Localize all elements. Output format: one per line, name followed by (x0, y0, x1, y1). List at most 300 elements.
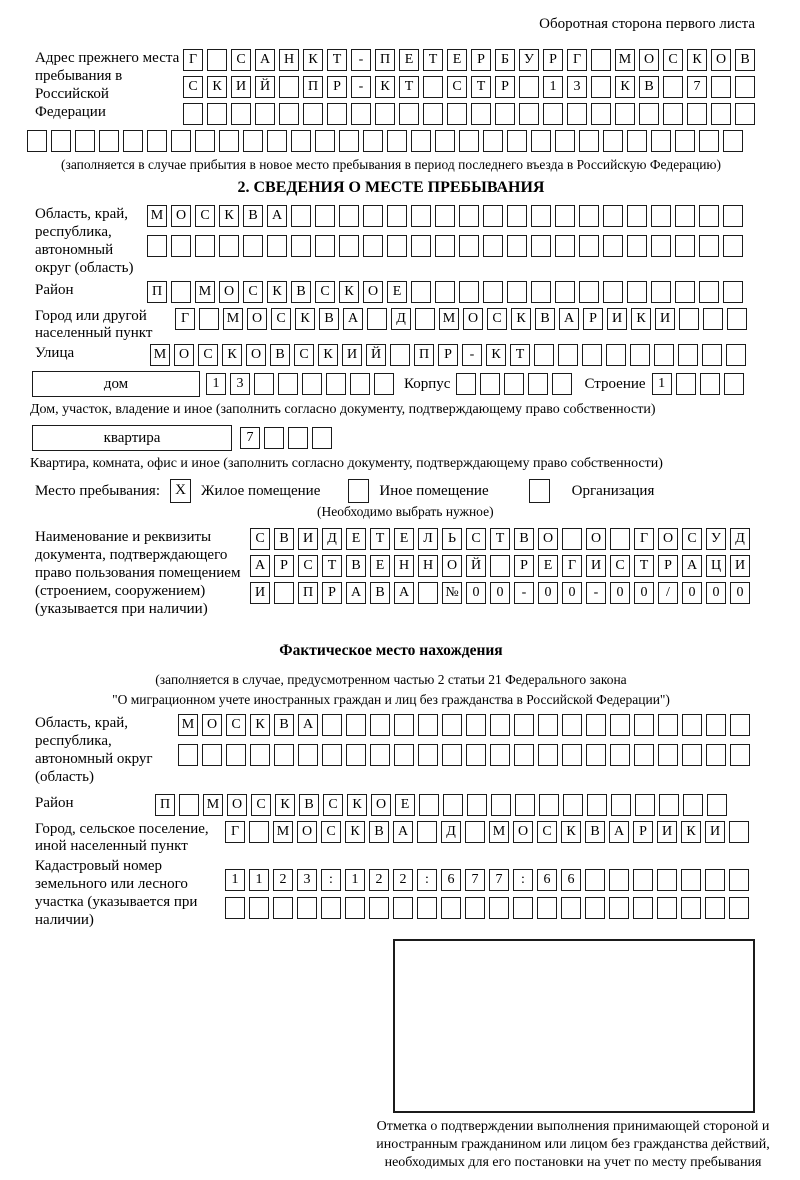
char-cell[interactable] (321, 897, 341, 919)
char-cell[interactable]: С (183, 76, 203, 98)
char-cell[interactable] (339, 235, 359, 257)
char-cell[interactable] (537, 897, 557, 919)
char-cell[interactable] (297, 897, 317, 919)
char-cell[interactable]: В (346, 555, 366, 577)
char-cell[interactable]: Г (567, 49, 587, 71)
char-cell[interactable]: Д (730, 528, 750, 550)
char-cell[interactable] (675, 281, 695, 303)
char-cell[interactable]: В (243, 205, 263, 227)
char-cell[interactable]: С (195, 205, 215, 227)
char-cell[interactable] (707, 794, 727, 816)
char-cell[interactable]: К (615, 76, 635, 98)
char-cell[interactable] (603, 205, 623, 227)
char-cell[interactable] (519, 103, 539, 125)
char-cell[interactable]: М (203, 794, 223, 816)
char-cell[interactable] (399, 103, 419, 125)
char-cell[interactable]: - (586, 582, 606, 604)
char-cell[interactable] (490, 555, 510, 577)
char-cell[interactable] (278, 373, 298, 395)
char-cell[interactable]: К (318, 344, 338, 366)
char-cell[interactable]: В (735, 49, 755, 71)
char-cell[interactable]: И (250, 582, 270, 604)
char-cell[interactable]: 1 (225, 869, 245, 891)
char-cell[interactable] (195, 235, 215, 257)
char-cell[interactable] (279, 103, 299, 125)
char-cell[interactable]: 0 (490, 582, 510, 604)
char-cell[interactable] (27, 130, 47, 152)
char-cell[interactable] (418, 582, 438, 604)
char-cell[interactable] (615, 103, 635, 125)
char-cell[interactable]: А (250, 555, 270, 577)
char-cell[interactable] (639, 103, 659, 125)
char-cell[interactable] (411, 205, 431, 227)
char-cell[interactable]: К (339, 281, 359, 303)
char-cell[interactable]: И (657, 821, 677, 843)
char-cell[interactable] (531, 235, 551, 257)
char-cell[interactable] (515, 794, 535, 816)
char-cell[interactable] (567, 103, 587, 125)
char-cell[interactable]: С (610, 555, 630, 577)
char-cell[interactable]: К (681, 821, 701, 843)
char-cell[interactable] (727, 308, 747, 330)
char-cell[interactable]: Б (495, 49, 515, 71)
char-cell[interactable] (447, 103, 467, 125)
char-cell[interactable]: В (535, 308, 555, 330)
char-cell[interactable] (579, 205, 599, 227)
char-cell[interactable]: 0 (538, 582, 558, 604)
char-cell[interactable] (279, 76, 299, 98)
char-cell[interactable] (459, 235, 479, 257)
char-cell[interactable]: С (243, 281, 263, 303)
char-cell[interactable] (435, 130, 455, 152)
char-cell[interactable]: Й (255, 76, 275, 98)
char-cell[interactable] (730, 744, 750, 766)
char-cell[interactable]: М (489, 821, 509, 843)
char-cell[interactable]: М (147, 205, 167, 227)
char-cell[interactable] (418, 744, 438, 766)
char-cell[interactable] (633, 897, 653, 919)
char-cell[interactable]: М (273, 821, 293, 843)
char-cell[interactable]: Ь (442, 528, 462, 550)
char-cell[interactable] (288, 427, 308, 449)
char-cell[interactable] (411, 235, 431, 257)
char-cell[interactable] (339, 205, 359, 227)
char-cell[interactable] (706, 744, 726, 766)
char-cell[interactable]: 1 (345, 869, 365, 891)
char-cell[interactable]: Н (418, 555, 438, 577)
char-cell[interactable]: Е (395, 794, 415, 816)
char-cell[interactable] (291, 130, 311, 152)
checkbox-inoe-pomeshchenie[interactable] (348, 479, 369, 503)
char-cell[interactable]: Г (183, 49, 203, 71)
char-cell[interactable] (552, 373, 572, 395)
char-cell[interactable]: С (251, 794, 271, 816)
char-cell[interactable] (606, 344, 626, 366)
char-cell[interactable]: Е (447, 49, 467, 71)
char-cell[interactable] (610, 744, 630, 766)
char-cell[interactable] (706, 714, 726, 736)
char-cell[interactable]: : (513, 869, 533, 891)
char-cell[interactable]: Т (370, 528, 390, 550)
char-cell[interactable] (346, 744, 366, 766)
char-cell[interactable]: Н (279, 49, 299, 71)
char-cell[interactable]: 0 (610, 582, 630, 604)
char-cell[interactable] (370, 714, 390, 736)
char-cell[interactable]: М (178, 714, 198, 736)
char-cell[interactable] (538, 744, 558, 766)
char-cell[interactable]: В (319, 308, 339, 330)
char-cell[interactable] (579, 235, 599, 257)
char-cell[interactable]: К (511, 308, 531, 330)
char-cell[interactable]: Т (490, 528, 510, 550)
char-cell[interactable] (611, 794, 631, 816)
char-cell[interactable]: В (270, 344, 290, 366)
char-cell[interactable] (490, 744, 510, 766)
char-cell[interactable]: А (393, 821, 413, 843)
char-cell[interactable]: 2 (393, 869, 413, 891)
char-cell[interactable]: В (369, 821, 389, 843)
char-cell[interactable]: Ц (706, 555, 726, 577)
char-cell[interactable] (249, 821, 269, 843)
char-cell[interactable]: И (298, 528, 318, 550)
char-cell[interactable] (435, 235, 455, 257)
char-cell[interactable] (495, 103, 515, 125)
char-cell[interactable] (387, 130, 407, 152)
char-cell[interactable] (681, 897, 701, 919)
char-cell[interactable] (657, 897, 677, 919)
char-cell[interactable]: 7 (240, 427, 260, 449)
char-cell[interactable] (291, 235, 311, 257)
char-cell[interactable]: : (321, 869, 341, 891)
char-cell[interactable] (682, 744, 702, 766)
char-cell[interactable] (322, 714, 342, 736)
char-cell[interactable] (676, 373, 696, 395)
char-cell[interactable] (555, 205, 575, 227)
char-cell[interactable] (423, 76, 443, 98)
char-cell[interactable] (586, 744, 606, 766)
char-cell[interactable] (711, 103, 731, 125)
char-cell[interactable] (219, 235, 239, 257)
char-cell[interactable] (231, 103, 251, 125)
char-cell[interactable] (729, 897, 749, 919)
char-cell[interactable] (264, 427, 284, 449)
char-cell[interactable] (610, 714, 630, 736)
char-cell[interactable]: А (267, 205, 287, 227)
char-cell[interactable]: О (538, 528, 558, 550)
char-cell[interactable]: К (275, 794, 295, 816)
char-cell[interactable] (507, 205, 527, 227)
char-cell[interactable] (363, 235, 383, 257)
char-cell[interactable]: 1 (206, 373, 226, 395)
char-cell[interactable]: С (447, 76, 467, 98)
char-cell[interactable] (651, 235, 671, 257)
char-cell[interactable] (659, 794, 679, 816)
char-cell[interactable] (531, 205, 551, 227)
char-cell[interactable]: М (439, 308, 459, 330)
char-cell[interactable] (723, 281, 743, 303)
char-cell[interactable]: - (462, 344, 482, 366)
char-cell[interactable]: 2 (273, 869, 293, 891)
char-cell[interactable] (418, 714, 438, 736)
char-cell[interactable] (700, 373, 720, 395)
char-cell[interactable]: О (639, 49, 659, 71)
char-cell[interactable]: 6 (441, 869, 461, 891)
char-cell[interactable] (459, 205, 479, 227)
char-cell[interactable] (585, 897, 605, 919)
char-cell[interactable] (699, 130, 719, 152)
char-cell[interactable] (273, 897, 293, 919)
char-cell[interactable] (483, 281, 503, 303)
char-cell[interactable] (459, 281, 479, 303)
char-cell[interactable]: Т (510, 344, 530, 366)
char-cell[interactable] (627, 235, 647, 257)
char-cell[interactable] (555, 130, 575, 152)
char-cell[interactable]: С (198, 344, 218, 366)
char-cell[interactable] (562, 714, 582, 736)
char-cell[interactable] (711, 76, 731, 98)
char-cell[interactable] (531, 130, 551, 152)
char-cell[interactable]: В (291, 281, 311, 303)
char-cell[interactable]: 0 (634, 582, 654, 604)
char-cell[interactable]: Д (391, 308, 411, 330)
char-cell[interactable]: О (371, 794, 391, 816)
char-cell[interactable] (171, 130, 191, 152)
char-cell[interactable] (491, 794, 511, 816)
char-cell[interactable]: К (222, 344, 242, 366)
char-cell[interactable]: К (631, 308, 651, 330)
char-cell[interactable] (483, 130, 503, 152)
char-cell[interactable]: Р (274, 555, 294, 577)
char-cell[interactable] (394, 714, 414, 736)
char-cell[interactable]: А (559, 308, 579, 330)
char-cell[interactable] (75, 130, 95, 152)
char-cell[interactable] (393, 897, 413, 919)
char-cell[interactable] (651, 205, 671, 227)
char-cell[interactable]: С (663, 49, 683, 71)
char-cell[interactable]: № (442, 582, 462, 604)
char-cell[interactable]: К (347, 794, 367, 816)
char-cell[interactable] (442, 714, 462, 736)
char-cell[interactable] (471, 103, 491, 125)
char-cell[interactable] (147, 235, 167, 257)
char-cell[interactable]: Р (495, 76, 515, 98)
char-cell[interactable] (657, 869, 677, 891)
char-cell[interactable]: Е (370, 555, 390, 577)
char-cell[interactable] (465, 821, 485, 843)
char-cell[interactable] (394, 744, 414, 766)
char-cell[interactable]: М (223, 308, 243, 330)
char-cell[interactable]: К (687, 49, 707, 71)
char-cell[interactable] (514, 744, 534, 766)
char-cell[interactable]: Т (399, 76, 419, 98)
char-cell[interactable] (514, 714, 534, 736)
char-cell[interactable]: П (414, 344, 434, 366)
char-cell[interactable]: - (351, 49, 371, 71)
char-cell[interactable]: Р (658, 555, 678, 577)
char-cell[interactable]: 2 (369, 869, 389, 891)
char-cell[interactable] (415, 308, 435, 330)
char-cell[interactable] (703, 308, 723, 330)
char-cell[interactable] (507, 281, 527, 303)
char-cell[interactable] (315, 235, 335, 257)
char-cell[interactable]: О (247, 308, 267, 330)
char-cell[interactable] (627, 130, 647, 152)
char-cell[interactable] (603, 130, 623, 152)
char-cell[interactable]: К (267, 281, 287, 303)
char-cell[interactable]: С (466, 528, 486, 550)
char-cell[interactable]: С (231, 49, 251, 71)
char-cell[interactable] (435, 281, 455, 303)
char-cell[interactable] (411, 281, 431, 303)
char-cell[interactable]: У (519, 49, 539, 71)
char-cell[interactable]: О (297, 821, 317, 843)
char-cell[interactable]: И (342, 344, 362, 366)
char-cell[interactable] (683, 794, 703, 816)
char-cell[interactable]: И (231, 76, 251, 98)
char-cell[interactable]: А (343, 308, 363, 330)
char-cell[interactable] (466, 744, 486, 766)
char-cell[interactable] (171, 281, 191, 303)
char-cell[interactable]: Г (175, 308, 195, 330)
char-cell[interactable] (630, 344, 650, 366)
char-cell[interactable]: 7 (465, 869, 485, 891)
char-cell[interactable] (586, 714, 606, 736)
char-cell[interactable]: О (442, 555, 462, 577)
char-cell[interactable] (582, 344, 602, 366)
char-cell[interactable]: С (682, 528, 702, 550)
char-cell[interactable]: В (585, 821, 605, 843)
char-cell[interactable]: С (271, 308, 291, 330)
char-cell[interactable] (699, 281, 719, 303)
char-cell[interactable]: К (303, 49, 323, 71)
char-cell[interactable] (441, 897, 461, 919)
char-cell[interactable]: С (298, 555, 318, 577)
char-cell[interactable] (346, 714, 366, 736)
char-cell[interactable] (675, 130, 695, 152)
char-cell[interactable] (682, 714, 702, 736)
char-cell[interactable] (351, 103, 371, 125)
char-cell[interactable]: О (513, 821, 533, 843)
char-cell[interactable] (225, 897, 245, 919)
char-cell[interactable] (411, 130, 431, 152)
char-cell[interactable]: А (394, 582, 414, 604)
char-cell[interactable]: В (274, 528, 294, 550)
char-cell[interactable]: И (586, 555, 606, 577)
char-cell[interactable] (705, 897, 725, 919)
char-cell[interactable]: Д (322, 528, 342, 550)
char-cell[interactable]: / (658, 582, 678, 604)
char-cell[interactable] (729, 821, 749, 843)
char-cell[interactable]: О (174, 344, 194, 366)
char-cell[interactable] (345, 897, 365, 919)
char-cell[interactable]: К (207, 76, 227, 98)
char-cell[interactable] (489, 897, 509, 919)
char-cell[interactable] (298, 744, 318, 766)
char-cell[interactable]: А (298, 714, 318, 736)
char-cell[interactable]: П (375, 49, 395, 71)
char-cell[interactable]: Е (387, 281, 407, 303)
char-cell[interactable] (254, 373, 274, 395)
char-cell[interactable] (519, 76, 539, 98)
char-cell[interactable] (466, 714, 486, 736)
char-cell[interactable]: С (537, 821, 557, 843)
char-cell[interactable]: Р (514, 555, 534, 577)
char-cell[interactable]: 3 (230, 373, 250, 395)
char-cell[interactable]: С (250, 528, 270, 550)
char-cell[interactable] (367, 308, 387, 330)
char-cell[interactable]: Г (225, 821, 245, 843)
char-cell[interactable] (634, 744, 654, 766)
char-cell[interactable] (490, 714, 510, 736)
char-cell[interactable] (243, 130, 263, 152)
char-cell[interactable] (326, 373, 346, 395)
char-cell[interactable] (456, 373, 476, 395)
char-cell[interactable]: Т (423, 49, 443, 71)
char-cell[interactable] (250, 744, 270, 766)
char-cell[interactable] (675, 235, 695, 257)
char-cell[interactable] (322, 744, 342, 766)
char-cell[interactable] (147, 130, 167, 152)
char-cell[interactable]: В (274, 714, 294, 736)
char-cell[interactable] (729, 869, 749, 891)
char-cell[interactable] (369, 897, 389, 919)
char-cell[interactable]: 7 (687, 76, 707, 98)
char-cell[interactable] (327, 103, 347, 125)
char-cell[interactable]: А (609, 821, 629, 843)
char-cell[interactable] (735, 103, 755, 125)
checkbox-organizatsiya[interactable] (529, 479, 550, 503)
char-cell[interactable] (267, 130, 287, 152)
char-cell[interactable] (634, 714, 654, 736)
char-cell[interactable] (226, 744, 246, 766)
char-cell[interactable]: Е (394, 528, 414, 550)
char-cell[interactable]: С (323, 794, 343, 816)
char-cell[interactable] (467, 794, 487, 816)
char-cell[interactable] (374, 373, 394, 395)
char-cell[interactable] (539, 794, 559, 816)
char-cell[interactable]: О (219, 281, 239, 303)
char-cell[interactable] (423, 103, 443, 125)
char-cell[interactable]: К (561, 821, 581, 843)
char-cell[interactable] (663, 76, 683, 98)
char-cell[interactable] (562, 744, 582, 766)
char-cell[interactable]: В (370, 582, 390, 604)
char-cell[interactable] (123, 130, 143, 152)
char-cell[interactable]: Н (394, 555, 414, 577)
char-cell[interactable]: К (375, 76, 395, 98)
char-cell[interactable]: : (417, 869, 437, 891)
char-cell[interactable]: Е (346, 528, 366, 550)
char-cell[interactable] (555, 235, 575, 257)
char-cell[interactable] (312, 427, 332, 449)
char-cell[interactable] (610, 528, 630, 550)
char-cell[interactable] (387, 235, 407, 257)
char-cell[interactable]: И (705, 821, 725, 843)
char-cell[interactable]: Д (441, 821, 461, 843)
char-cell[interactable] (579, 130, 599, 152)
char-cell[interactable]: О (227, 794, 247, 816)
char-cell[interactable] (350, 373, 370, 395)
char-cell[interactable]: В (639, 76, 659, 98)
char-cell[interactable] (171, 235, 191, 257)
char-cell[interactable]: Е (538, 555, 558, 577)
char-cell[interactable]: 0 (706, 582, 726, 604)
char-cell[interactable]: А (346, 582, 366, 604)
char-cell[interactable] (315, 130, 335, 152)
char-cell[interactable] (363, 130, 383, 152)
char-cell[interactable]: 0 (730, 582, 750, 604)
char-cell[interactable]: С (315, 281, 335, 303)
